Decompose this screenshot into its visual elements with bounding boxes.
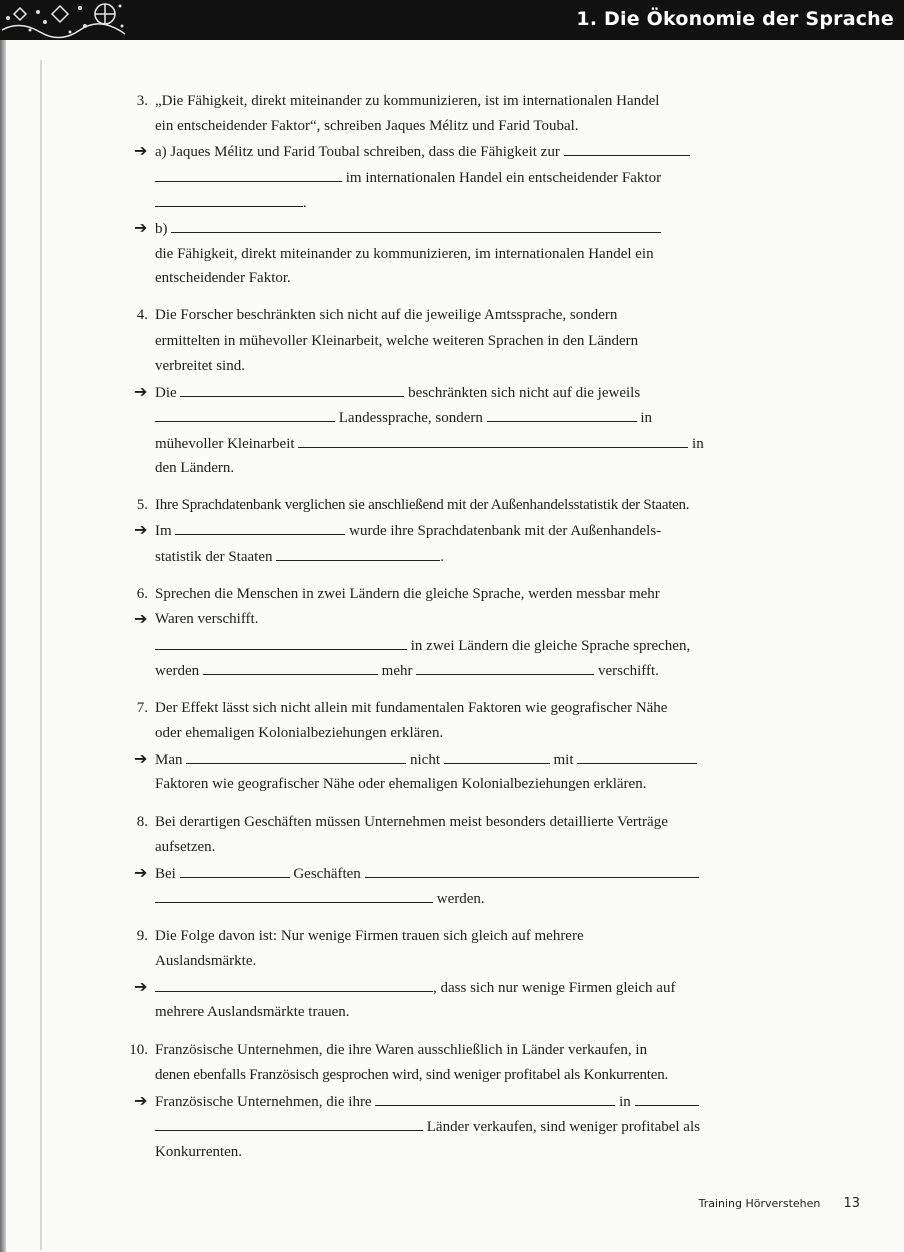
answer-text: im internationalen Handel ein entscheidender Faktor (345, 170, 662, 186)
item-number: 8. (136, 814, 148, 830)
item-6-sentence-line-2: Waren verschifft. (155, 611, 259, 627)
answer-text: Im (155, 523, 172, 539)
item-4-sentence-line-1: Die Forscher beschränkten sich nicht auf die jeweilige Amtssprache, sondern (155, 307, 618, 323)
page-spine (0, 40, 6, 1252)
arrow-icon: ➔ (134, 977, 148, 996)
item-8-answer-line-1 (155, 864, 699, 883)
answer-text: b) (155, 221, 168, 237)
item-number: 9. (136, 928, 148, 944)
item-5-answer-line-1 (155, 521, 661, 540)
answer-text: Bei (155, 866, 176, 882)
answer-text: mit (553, 752, 574, 768)
item-3b-answer-line-1 (155, 219, 661, 238)
item-3a-answer-line-3 (155, 193, 307, 212)
answer-blank[interactable] (180, 864, 290, 878)
answer-text: . (303, 195, 307, 211)
item-7-sentence-line-2: oder ehemaligen Kolonialbeziehungen erklären. (155, 725, 444, 741)
item-6-answer-line-2 (155, 661, 659, 680)
answer-blank[interactable] (171, 219, 661, 233)
item-4-answer-line-2 (155, 408, 652, 427)
answer-blank[interactable] (155, 978, 433, 992)
answer-blank[interactable] (155, 889, 433, 903)
arrow-icon: ➔ (134, 382, 148, 401)
item-number: 10. (129, 1042, 148, 1058)
answer-blank[interactable] (175, 521, 345, 535)
item-3-sentence-line-2: ein entscheidender Faktor“, schreiben Jaques Mélitz und Farid Toubal. (155, 118, 579, 134)
item-7-answer-line-2: Faktoren wie geografischer Nähe oder ehemaligen Kolonialbeziehungen erklären. (155, 776, 647, 792)
answer-blank[interactable] (577, 750, 697, 764)
item-4-sentence-line-2: ermittelten in mühevoller Kleinarbeit, welche weiteren Sprachen in den Ländern (155, 333, 639, 349)
answer-text: . (440, 549, 444, 565)
answer-blank[interactable] (444, 750, 550, 764)
item-number: 7. (136, 700, 148, 716)
answer-text: Die (155, 385, 177, 401)
page-fold (40, 60, 42, 1250)
item-number: 3. (136, 93, 148, 109)
answer-text: a) Jaques Mélitz und Farid Toubal schreiben, dass die Fähigkeit zur (155, 144, 560, 160)
item-7-answer-line-1 (155, 750, 697, 769)
answer-text: Geschäften (293, 866, 361, 882)
arrow-icon: ➔ (134, 520, 148, 539)
answer-blank[interactable] (186, 750, 406, 764)
item-3b-answer-line-3: entscheidender Faktor. (155, 270, 291, 286)
answer-text: Länder verkaufen, sind weniger profitabel als (426, 1119, 700, 1135)
item-10-answer-line-1 (155, 1092, 699, 1111)
answer-blank[interactable] (155, 1117, 423, 1131)
chapter-title: 1. Die Ökonomie der Sprache (576, 8, 894, 30)
item-3a-answer-line-2 (155, 168, 661, 187)
answer-text: nicht (410, 752, 440, 768)
answer-text: verschifft. (597, 663, 659, 679)
answer-blank[interactable] (155, 408, 335, 422)
answer-blank[interactable] (365, 864, 699, 878)
answer-text: statistik der Staaten (155, 549, 273, 565)
item-3b-answer-line-2: die Fähigkeit, direkt miteinander zu kommunizieren, im internationalen Handel ein (155, 246, 654, 262)
answer-blank[interactable] (276, 547, 440, 561)
answer-blank[interactable] (635, 1092, 699, 1106)
answer-blank[interactable] (375, 1092, 615, 1106)
answer-text: in (640, 410, 653, 426)
item-10-answer-line-2 (155, 1117, 700, 1136)
item-10-sentence-line-1: Französische Unternehmen, die ihre Waren ausschließlich in Länder verkaufen, in (155, 1042, 648, 1058)
arrow-icon: ➔ (134, 141, 148, 160)
answer-blank[interactable] (155, 636, 407, 650)
answer-blank[interactable] (416, 661, 594, 675)
item-9-answer-line-2: mehrere Auslandsmärkte trauen. (155, 1004, 350, 1020)
item-number: 4. (136, 307, 148, 323)
footer-label: Training Hörverstehen (698, 1197, 821, 1210)
answer-blank[interactable] (298, 434, 688, 448)
answer-text: wurde ihre Sprachdatenbank mit der Außenhandels- (349, 523, 662, 539)
page-footer (699, 1192, 860, 1211)
item-5-answer-line-2 (155, 547, 444, 566)
item-3-sentence-line-1: „Die Fähigkeit, direkt miteinander zu kommunizieren, ist im internationalen Handel (155, 93, 660, 109)
answer-text: werden. (436, 891, 485, 907)
answer-blank[interactable] (155, 168, 342, 182)
answer-text: in (692, 436, 704, 452)
item-6-sentence-line-1: Sprechen die Menschen in zwei Ländern die gleiche Sprache, werden messbar mehr (155, 586, 660, 602)
answer-text: in zwei Ländern die gleiche Sprache sprechen, (410, 638, 691, 654)
item-9-answer-line-1 (155, 978, 675, 997)
answer-text: Französische Unternehmen, die ihre (155, 1094, 372, 1110)
arrow-icon: ➔ (134, 863, 148, 882)
answer-text: mehr (381, 663, 413, 679)
answer-blank[interactable] (203, 661, 378, 675)
item-9-sentence-line-2: Auslandsmärkte. (155, 953, 257, 969)
answer-blank[interactable] (487, 408, 637, 422)
arrow-icon: ➔ (134, 1091, 148, 1110)
answer-blank[interactable] (180, 383, 404, 397)
chapter-header (0, 0, 904, 40)
answer-blank[interactable] (564, 142, 690, 156)
item-8-sentence-line-2: aufsetzen. (155, 839, 216, 855)
ornament-pattern (0, 0, 130, 40)
item-4-answer-line-3 (155, 434, 704, 453)
item-4-answer-line-4: den Ländern. (155, 460, 235, 476)
answer-text: mühevoller Kleinarbeit (155, 436, 295, 452)
answer-text: in (619, 1094, 631, 1110)
arrow-icon: ➔ (134, 218, 148, 237)
answer-blank[interactable] (155, 193, 303, 207)
item-number: 6. (136, 586, 148, 602)
item-10-sentence-line-2: denen ebenfalls Französisch gesprochen wird, sind weniger profitabel als Konkurrenten. (155, 1067, 669, 1083)
item-6-answer-line-1 (155, 636, 690, 655)
item-3a-answer-line-1 (155, 142, 690, 161)
page-number: 13 (843, 1196, 860, 1211)
answer-text: Landessprache, sondern (338, 410, 483, 426)
item-4-answer-line-1 (155, 383, 640, 402)
item-8-sentence-line-1: Bei derartigen Geschäften müssen Unternehmen meist besonders detaillierte Verträge (155, 814, 668, 830)
item-5-sentence-line-1: Ihre Sprachdatenbank verglichen sie anschließend mit der Außenhandelsstatistik der Staaten. (155, 497, 690, 513)
answer-text: Man (155, 752, 183, 768)
answer-text: beschränkten sich nicht auf die jeweils (408, 385, 641, 401)
answer-text: , dass sich nur wenige Firmen gleich auf (433, 980, 676, 996)
arrow-icon: ➔ (134, 749, 148, 768)
answer-text: werden (155, 663, 200, 679)
item-number: 5. (136, 497, 148, 513)
item-10-answer-line-3: Konkurrenten. (155, 1144, 243, 1160)
item-7-sentence-line-1: Der Effekt lässt sich nicht allein mit fundamentalen Faktoren wie geografischer Nähe (155, 700, 668, 716)
item-4-sentence-line-3: verbreitet sind. (155, 358, 245, 374)
item-8-answer-line-2 (155, 889, 485, 908)
arrow-icon: ➔ (134, 609, 148, 628)
item-9-sentence-line-1: Die Folge davon ist: Nur wenige Firmen trauen sich gleich auf mehrere (155, 928, 584, 944)
